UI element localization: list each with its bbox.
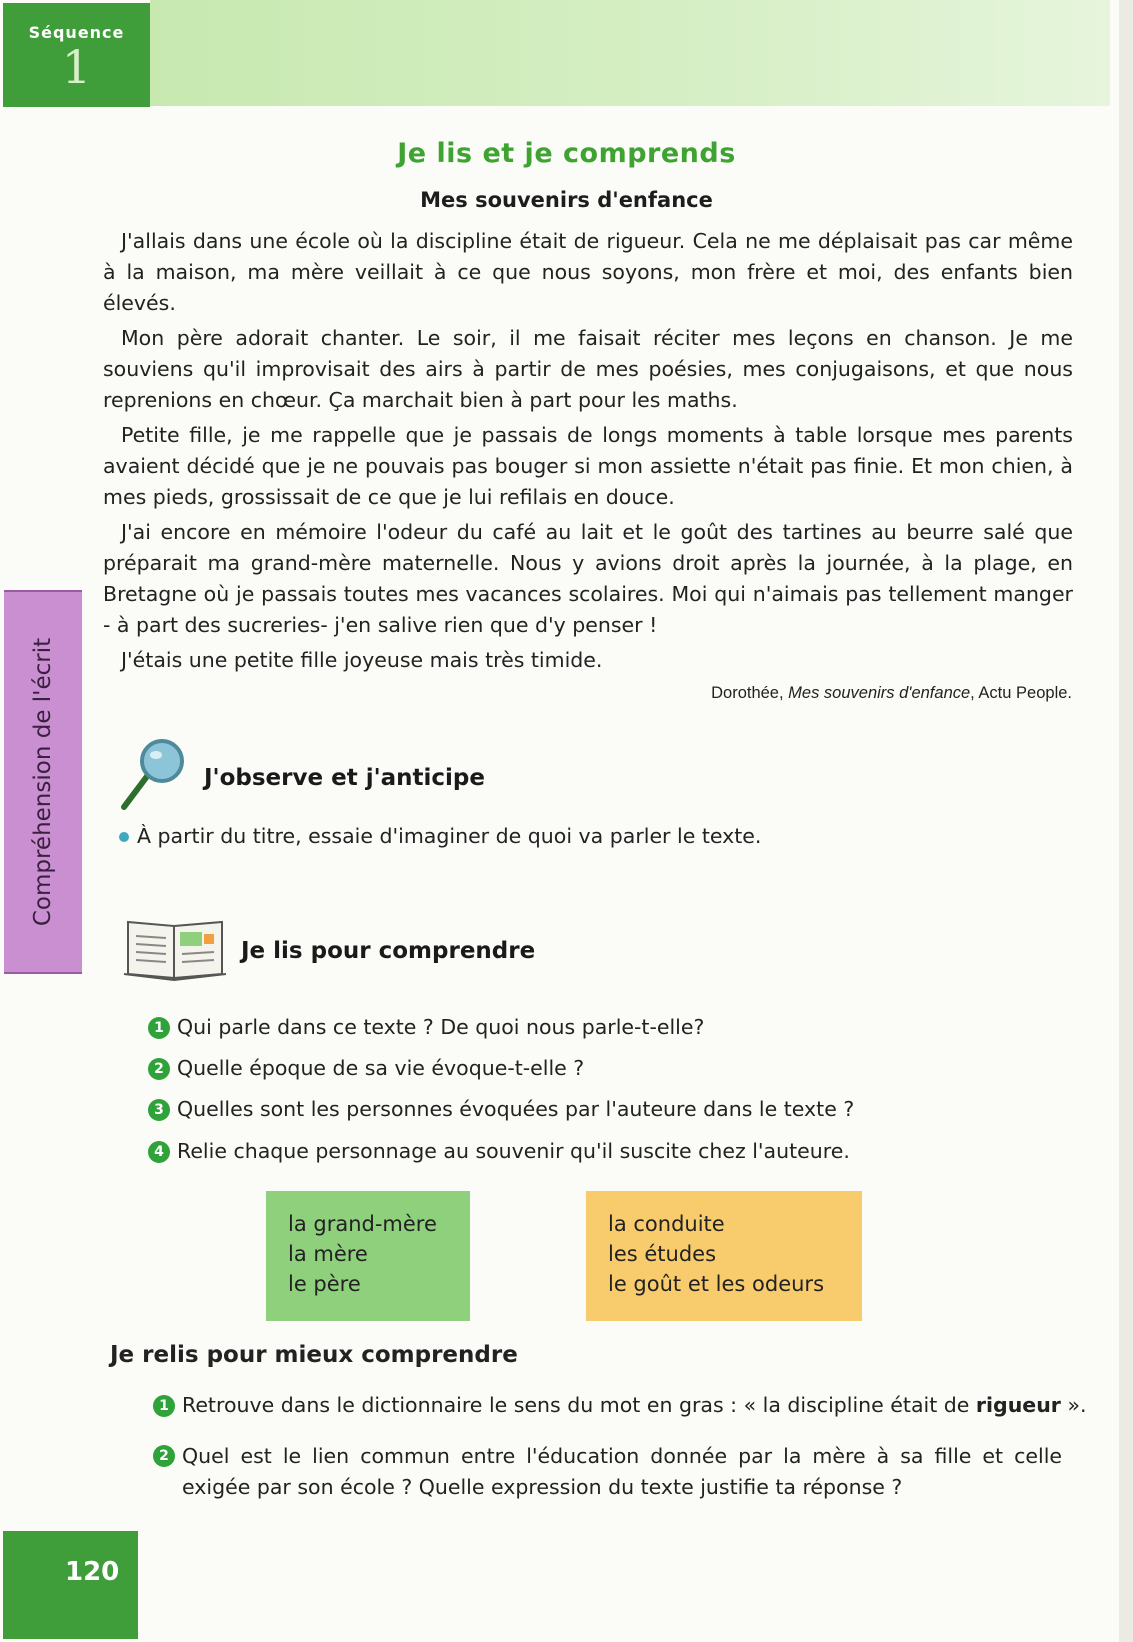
page-number-badge (3, 1531, 138, 1639)
reading-text (103, 226, 1073, 680)
bullet-icon (119, 832, 129, 842)
question-item (148, 1097, 854, 1121)
observe-bullet-text: À partir du titre, essaie d'imaginer de quoi va parler le texte. (137, 824, 762, 848)
match-item[interactable]: le père (288, 1272, 361, 1296)
relis-question (153, 1441, 1078, 1503)
paragraph: Petite fille, je me rappelle que je passais de longs moments à table lorsque mes parents avaient décidé que je ne pouvais pas bouger si mon assiette n'était pas finie. Et mon chien, à mes pieds, grossissait de ce que je lui refilais en douce. (103, 423, 1073, 509)
observe-bullet (119, 824, 761, 848)
match-item[interactable]: la grand-mère (288, 1212, 437, 1236)
question-number: 2 (153, 1445, 175, 1467)
sequence-number: 1 (61, 40, 92, 94)
open-book-icon (120, 912, 230, 982)
section-title: Je lis et je comprends (397, 138, 736, 169)
question-text: Quelles sont les personnes évoquées par l'auteure dans le texte ? (177, 1097, 855, 1121)
match-box-characters (266, 1191, 470, 1321)
match-box-memories (586, 1191, 862, 1321)
relis-q1-bold-word: rigueur (975, 1393, 1061, 1417)
side-tab-label: Compréhension de l'écrit (30, 637, 56, 927)
relis-question (153, 1393, 1087, 1417)
question-item (148, 1015, 704, 1039)
question-number: 1 (153, 1395, 175, 1417)
relis-heading: Je relis pour mieux comprendre (110, 1342, 518, 1368)
question-item (148, 1139, 850, 1163)
magnifier-icon (116, 735, 196, 815)
page-edge (1119, 0, 1133, 1642)
match-item[interactable]: la conduite (608, 1212, 725, 1236)
match-item[interactable]: le goût et les odeurs (608, 1272, 825, 1296)
source-author: Dorothée, (711, 684, 784, 702)
observe-heading: J'observe et j'anticipe (204, 765, 485, 791)
text-source (711, 684, 1072, 703)
match-item[interactable]: la mère (288, 1242, 368, 1266)
question-number: 1 (148, 1017, 170, 1039)
text-title: Mes souvenirs d'enfance (420, 188, 713, 212)
relis-q1-text: Retrouve dans le dictionnaire le sens du mot en gras : « la discipline était de (182, 1393, 976, 1417)
sequence-badge (3, 3, 150, 107)
source-publisher: , Actu People. (970, 684, 1072, 702)
paragraph: J'étais une petite fille joyeuse mais très timide. (121, 648, 603, 672)
relis-q2-text: Quel est le lien commun entre l'éducation donnée par la mère à sa fille et celle exigée par son école ? Quelle expression du texte justifie ta réponse ? (182, 1444, 1062, 1499)
question-text: Quelle époque de sa vie évoque-t-elle ? (177, 1056, 585, 1080)
question-number: 2 (148, 1058, 170, 1080)
relis-q1-end: ». (1060, 1393, 1087, 1417)
question-number: 3 (148, 1099, 170, 1121)
question-number: 4 (148, 1141, 170, 1163)
question-text: Qui parle dans ce texte ? De quoi nous parle-t-elle? (177, 1015, 705, 1039)
question-text: Relie chaque personnage au souvenir qu'il suscite chez l'auteure. (177, 1139, 850, 1163)
source-work: Mes souvenirs d'enfance (788, 684, 971, 702)
sequence-label: Séquence (28, 23, 125, 42)
side-tab (4, 590, 82, 974)
paragraph: Mon père adorait chanter. Le soir, il me faisait réciter mes leçons en chanson. Je me souviens qu'il improvisait des airs à partir de mes poésies, mes conjugaisons, et que nous reprenions en chœur. Ça marchait bien à part pour les maths. (103, 326, 1073, 412)
paragraph: J'ai encore en mémoire l'odeur du café au lait et le goût des tartines au beurre salé que préparait ma grand-mère maternelle. Nous y avions droit après la journée, à la plage, en Bretagne où je passais toutes mes vacances scolaires. Moi qui n'aimais pas tellement manger - à part des sucreries- j'en salive rien que d'y penser ! (103, 520, 1073, 637)
question-item (148, 1056, 584, 1080)
match-item[interactable]: les études (608, 1242, 717, 1266)
paragraph: J'allais dans une école où la discipline était de rigueur. Cela ne me déplaisait pas car même à la maison, ma mère veillait à ce que nous soyons, mon frère et moi, des enfants bien élevés. (103, 229, 1073, 315)
header-band (150, 0, 1110, 106)
comprendre-heading: Je lis pour comprendre (241, 938, 536, 964)
page-number: 120 (65, 1557, 120, 1587)
